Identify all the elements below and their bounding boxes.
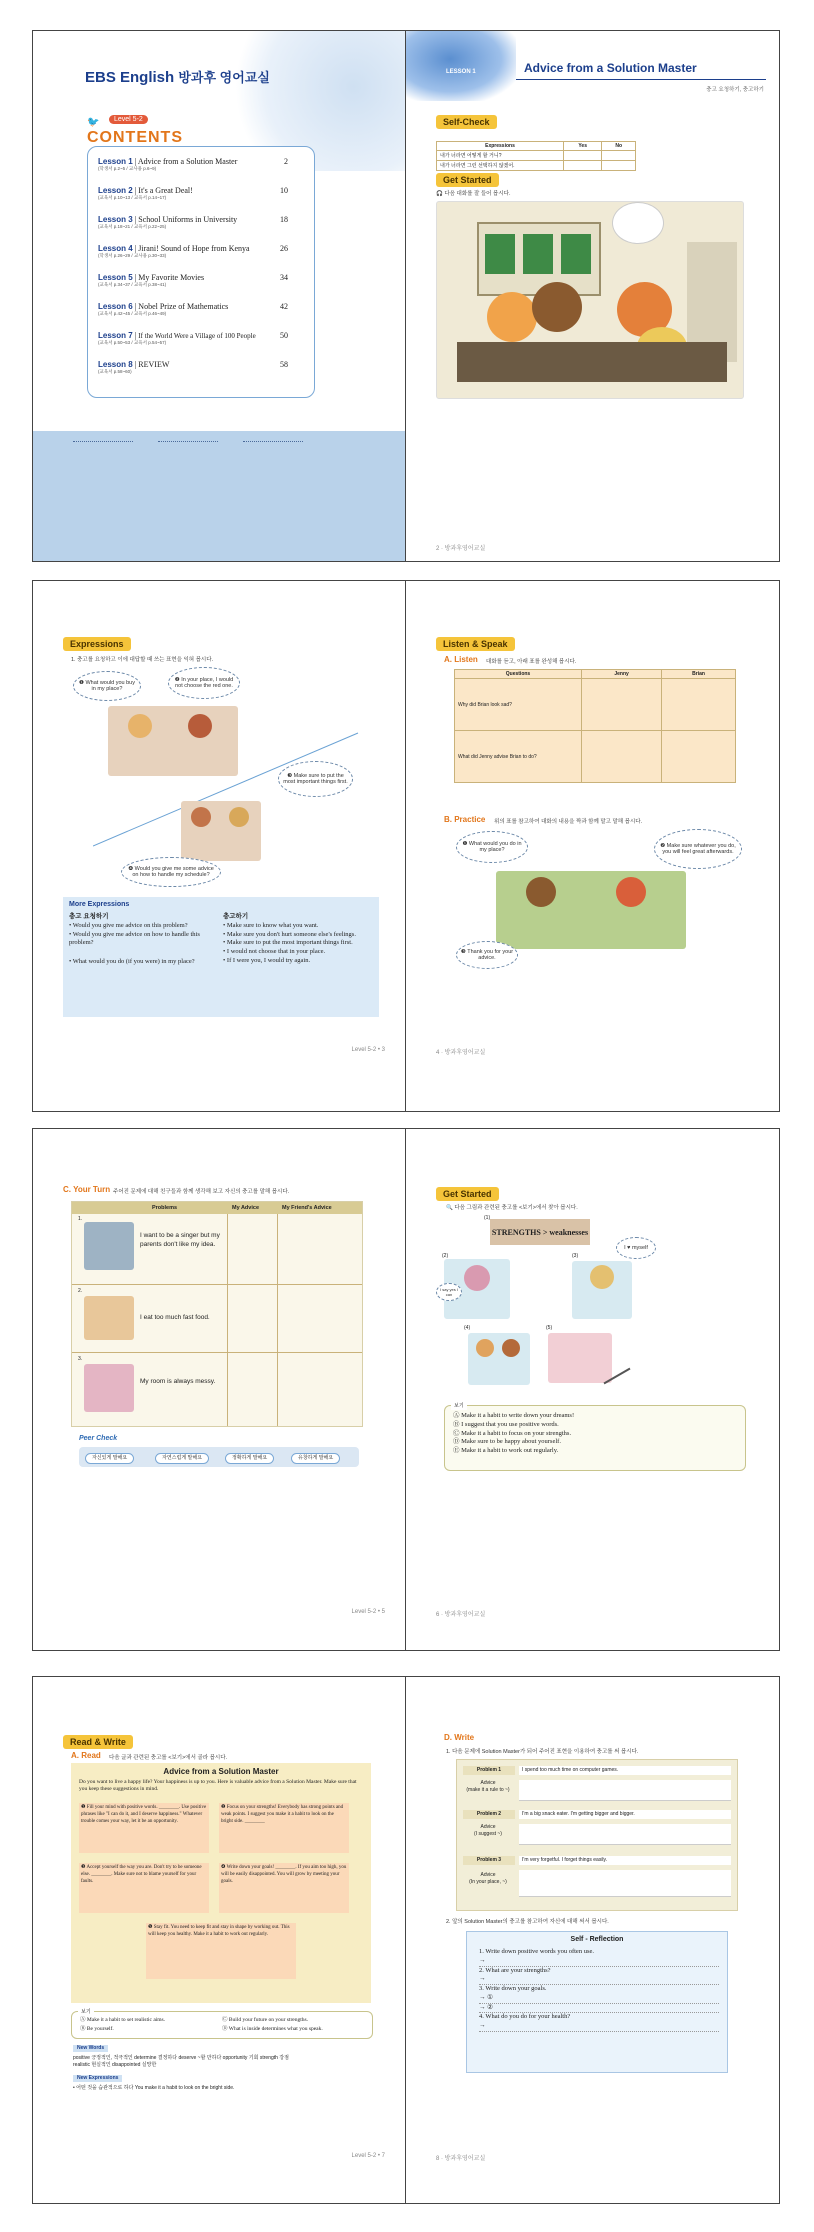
speech-bubble: I say yes I can	[436, 1283, 462, 1301]
checkbox-no[interactable]	[602, 151, 636, 161]
contents-page	[33, 31, 406, 561]
option-item[interactable]: Ⓐ Make it a habit to write down your dreams!	[453, 1412, 575, 1419]
toc-row[interactable]: Lesson 4 | Jirani! Sound of Hope from Kenya 26 (학생서 p.26~29 / 교사용 p.30~33)	[98, 244, 288, 258]
article-paragraph: ❶ Fill your mind with positive words. ________. Use positive phrases like "I can do it, and I deserve happiness." Whatever trouble comes your way, let it be an opportunity.	[79, 1803, 209, 1853]
self-check-table: Expressions Yes No 내가 너라면 어떻게 할 거니? 내가 너라면 그런 선택하지 않겠어.	[436, 141, 636, 171]
expressions-instruction: 1. 충고를 요청하고 이에 대답할 때 쓰는 표현을 익혀 봅시다.	[71, 657, 214, 663]
toc-row[interactable]: Lesson 1 | Advice from a Solution Master 2 (학생서 p.2~5 / 교사용 p.6~9)	[98, 157, 288, 171]
self-check-badge: Self-Check	[436, 115, 497, 129]
toc-row[interactable]: Lesson 5 | My Favorite Movies 34 (교육서 p.34~37 / 교육서 p.38~41)	[98, 273, 288, 287]
problems-board: Problem 1 I spend too much time on computer games. Advice (make it a rule to ~) Problem 2 I'm a big snack eater. I'm getting bigger and bigger. Advice (I suggest ~) Problem 3 I'm very forgetful. I forget things easily. Advice (In your place, ~)	[456, 1759, 738, 1911]
option-item[interactable]: Ⓔ Make it a habit to work out regularly.	[453, 1447, 559, 1455]
toc-row[interactable]: Lesson 3 | School Uniforms in University 18 (교육서 p.18~21 / 교육서 p.22~25)	[98, 215, 288, 229]
search-icon: 🔍	[446, 1205, 455, 1211]
new-words-label: New Words	[73, 2045, 108, 2052]
article-intro: Do you want to live a happy life? Your happiness is up to you. Here is valuable advice from a Solution Master. Make sure that you keep these suggestions in mind.	[79, 1779, 357, 1793]
answer-line[interactable]: →	[479, 1975, 719, 1985]
read-write-page	[33, 1677, 406, 2203]
reflection-instruction: 2. 앞의 Solution Master의 충고를 참고하여 자신에 대해 써서 봅시다.	[446, 1919, 609, 1925]
get-started-instruction: 🎧 다음 대화를 잘 들어 봅시다.	[436, 191, 511, 197]
singer-illustration	[84, 1222, 134, 1270]
new-expressions-text: • 어떤 것을 습관적으로 하다 You make it a habit to look on the bright side.	[73, 2085, 235, 2091]
peer-check-option[interactable]: 정확하게 말해요	[225, 1453, 274, 1464]
credits-column	[73, 441, 133, 482]
credits-column	[158, 441, 218, 482]
page-footer: 2 · 방과후영어교실	[436, 546, 486, 552]
spread-2	[32, 580, 780, 1112]
checkbox-yes[interactable]	[564, 151, 602, 161]
new-expressions-label: New Expressions	[73, 2075, 122, 2082]
toc-row[interactable]: Lesson 8 | REVIEW 58 (교육서 p.58~60)	[98, 360, 288, 374]
get-started-page: Get Started 🔍 다음 그림과 관련된 충고를 <보기>에서 찾아 봅시다. (1) STRENGTHS > weaknesses (2) I say yes I can (3) I ♥ myself (4) (5) 보기 Ⓐ Make it a habit to write down your dreams! Ⓑ I suggest that you use positive words. Ⓒ Make it a habit to focus on your strengths. Ⓓ Make sure to be happy about yourself. Ⓔ Make it a habit to work out regularly. 6 · 방과후영어교실	[406, 1129, 779, 1650]
messy-room-illustration	[84, 1364, 134, 1412]
article-paragraph: ❹ Write down your goals! ________. If you aim too high, you will be easily disappointed. You will grow by meeting your goals.	[219, 1863, 349, 1913]
more-expressions-box: More Expressions 충고 요청하기 • Would you give me advice on this problem? • Would you give me advice on how to handle this problem? • What would you do (if you were) in my place? 충고하기 • Make sure to know what you want. • Make sure you don't hurt someone else's feelings. • Make sure to put the most important things first. • I would not choose that in your place. • If I were you, I would try again.	[63, 897, 379, 1017]
toc-row[interactable]: Lesson 2 | It's a Great Deal! 10 (교육서 p.10~13 / 교육서 p.14~17)	[98, 186, 288, 200]
article-board	[71, 1763, 371, 2003]
write-page	[406, 1677, 779, 2203]
options-box: 보기 Ⓐ Make it a habit to write down your dreams! Ⓑ I suggest that you use positive words. Ⓒ Make it a habit to focus on your strengths. Ⓓ Make sure to be happy about yourself. Ⓔ Make it a habit to work out regularly.	[444, 1405, 746, 1471]
lesson-title: Advice from a Solution Master	[524, 61, 697, 75]
get-started-instruction: 🔍 다음 그림과 관련된 충고를 <보기>에서 찾아 봅시다.	[446, 1205, 578, 1211]
spread-1	[32, 30, 780, 562]
listen-title: A. Listen	[444, 655, 478, 664]
write-instruction: 1. 다음 문제에 Solution Master가 되어 주어진 표현을 이용하여 충고를 써 봅시다.	[446, 1749, 639, 1755]
self-reflection-board: Self - Reflection 1. Write down positive words you often use. → 2. What are your strengths? → 3. Write down your goals. → ① → ② 4. What do you do for your health? →	[466, 1931, 728, 2073]
speech-bubble: ❷ Make sure whatever you do, you will feel great afterwards.	[654, 829, 742, 869]
toc-row[interactable]: Lesson 7 | If the World Were a Village of 100 People 50 (교육서 p.50~53 / 교육서 p.54~57)	[98, 331, 288, 345]
answer-cell[interactable]	[662, 679, 736, 731]
your-turn-instruction: 주어진 문제에 대해 친구들과 함께 생각해 보고 자신의 충고를 말해 봅시다.	[113, 1189, 290, 1195]
option-item[interactable]: Ⓑ I suggest that you use positive words.	[453, 1420, 559, 1428]
schedule-illustration	[181, 801, 261, 861]
advice-input[interactable]	[519, 1780, 731, 1801]
option-item[interactable]: Ⓐ Make it a habit to set realistic aims.	[80, 2017, 166, 2023]
read-write-badge: Read & Write	[63, 1735, 133, 1749]
bird-icon: 🐦	[87, 117, 100, 128]
listen-table: Questions Jenny Brian Why did Brian look sad? What did Jenny advise Brian to do?	[454, 669, 736, 783]
option-item[interactable]: Ⓒ Build your future on your strengths.	[222, 2017, 309, 2023]
strengths-card: STRENGTHS > weaknesses	[490, 1219, 590, 1245]
lesson-header-watercolor	[406, 31, 516, 101]
student-boy	[532, 282, 582, 332]
read-instruction: 다음 글과 관련된 충고를 <보기>에서 골라 봅시다.	[109, 1755, 228, 1761]
practice-illustration	[496, 871, 686, 949]
self-reflection-title: Self - Reflection	[570, 1936, 624, 1943]
lesson-tag: LESSON 1	[446, 69, 476, 75]
speech-bubble: ❷ In your place, I would not choose the red one.	[168, 667, 240, 699]
problem-text: I eat too much fast food.	[140, 1314, 210, 1321]
get-started-badge: Get Started	[436, 173, 499, 187]
practice-instruction: 위의 표를 참고하여 대화의 내용을 짝과 함께 말고 말해 봅시다.	[494, 819, 643, 825]
get-started-badge: Get Started	[436, 1187, 499, 1201]
option-item[interactable]: Ⓓ What is inside determines what you speak.	[222, 2026, 323, 2032]
level-badge: Level 5-2	[109, 115, 148, 124]
checkbox-yes[interactable]	[564, 161, 602, 171]
practice-title: B. Practice	[444, 815, 486, 824]
problem-text: I want to be a singer but my parents don't like my idea.	[140, 1232, 220, 1248]
divider	[516, 79, 766, 80]
page-footer: 6 · 방과후영어교실	[436, 1612, 486, 1618]
your-turn-title: C. Your Turn	[63, 1185, 111, 1194]
spread-4	[32, 1676, 780, 2204]
speech-bubble: ❸ Make sure to put the most important things first.	[278, 761, 353, 797]
read-title: A. Read	[71, 1751, 101, 1760]
answer-cell[interactable]	[662, 731, 736, 783]
peer-check-option[interactable]: 자연스럽게 말해요	[155, 1453, 209, 1464]
peer-check-option[interactable]: 유창하게 말해요	[291, 1453, 340, 1464]
page-footer: Level 5-2 • 5	[351, 1609, 385, 1615]
listen-instruction: 대화를 듣고, 아래 표를 완성해 봅시다.	[486, 659, 577, 665]
article-paragraph: ❸ Accept yourself the way you are. Don't try to be someone else. ________. Make sure not to blame yourself for your faults.	[79, 1863, 209, 1913]
bulletin-board	[477, 222, 601, 296]
expressions-page	[33, 581, 406, 1111]
speech-bubble: ❶ What would you do in my place?	[456, 831, 528, 863]
listen-speak-page	[406, 581, 779, 1111]
page-footer: Level 5-2 • 3	[351, 1047, 385, 1053]
speech-bubble: ❹ Would you give me some advice on how to handle my schedule?	[121, 857, 221, 887]
option-item[interactable]: Ⓒ Make it a habit to focus on your strengths.	[453, 1429, 572, 1437]
speech-bubble: I ♥ myself	[616, 1237, 656, 1259]
option-item[interactable]: Ⓑ Be yourself.	[80, 2026, 114, 2032]
answer-cell[interactable]	[582, 731, 662, 783]
cover-title: EBS English 방과후 영어교실	[85, 69, 270, 86]
article-paragraph: ❷ Focus on your strengths! Everybody has strong points and weak points. I suggest you make it a habit to look on the bright side. ________	[219, 1803, 349, 1853]
article-paragraph: ❺ Stay fit. You need to keep fit and stay in shape by working out. This will keep you healthy. Make it a habit to work out regularly.	[146, 1923, 296, 1979]
thought-bubble	[612, 202, 664, 244]
new-words-list: positive 긍정적인, 적극적인 determine 결정하다 deserve ~할 만하다 opportunity 기회 strength 강점 realistic 현실적인 disappointed 실망한	[73, 2055, 289, 2068]
your-turn-board: Problems My Advice My Friend's Advice 1. I want to be a singer but my parents don't like my idea. 2. I eat too much fast food. 3. My room is always messy.	[71, 1201, 363, 1427]
answer-line[interactable]: →	[479, 1957, 719, 1967]
peer-check-title: Peer Check	[79, 1435, 118, 1442]
headphones-icon: 🎧	[436, 191, 445, 197]
classroom-illustration	[436, 201, 744, 399]
peer-check-bar	[79, 1447, 359, 1467]
listen-speak-badge: Listen & Speak	[436, 637, 515, 651]
answer-line[interactable]: → ①	[479, 1994, 719, 2004]
desks	[457, 342, 727, 382]
toc-row[interactable]: Lesson 6 | Nobel Prize of Mathematics 42 (교육서 p.42~45 / 교육서 p.46~49)	[98, 302, 288, 316]
answer-cell[interactable]	[582, 679, 662, 731]
peer-check-option[interactable]: 자신있게 말해요	[85, 1453, 134, 1464]
lesson-subtitle: 충고 요청하기, 충고하기	[706, 87, 764, 93]
friends-illustration	[468, 1333, 530, 1385]
expressions-badge: Expressions	[63, 637, 131, 651]
contents-heading: CONTENTS	[87, 129, 183, 146]
answer-line[interactable]: →	[479, 2022, 719, 2032]
problem-text: My room is always messy.	[140, 1378, 216, 1385]
article-title: Advice from a Solution Master	[163, 1767, 279, 1776]
speech-bubble: ❶ What would you buy in my place?	[73, 671, 141, 701]
fast-food-illustration	[84, 1296, 134, 1340]
lesson1-page	[406, 31, 779, 561]
student-girl	[487, 292, 537, 342]
spread-3	[32, 1128, 780, 1651]
toc-box	[87, 146, 315, 398]
speech-bubble: ❸ Thank you for your advice.	[456, 941, 518, 969]
page-footer: Level 5-2 • 7	[351, 2153, 385, 2159]
your-turn-page	[33, 1129, 406, 1650]
self-love-illustration	[572, 1261, 632, 1319]
options-box: 보기 Ⓐ Make it a habit to set realistic aims. Ⓑ Be yourself. Ⓒ Build your future on your strengths. Ⓓ What is inside determines what you speak.	[71, 2011, 373, 2039]
page-footer: 4 · 방과후영어교실	[436, 1050, 486, 1056]
answer-line[interactable]: → ②	[479, 2004, 719, 2014]
checkbox-no[interactable]	[602, 161, 636, 171]
diary-illustration	[548, 1333, 612, 1383]
write-title: D. Write	[444, 1733, 475, 1742]
advice-input[interactable]	[519, 1870, 731, 1897]
advice-input[interactable]	[519, 1824, 731, 1845]
option-item[interactable]: Ⓓ Make sure to be happy about yourself.	[453, 1438, 561, 1446]
page-footer: 8 · 방과후영어교실	[436, 2156, 486, 2162]
credits-column	[243, 441, 303, 482]
